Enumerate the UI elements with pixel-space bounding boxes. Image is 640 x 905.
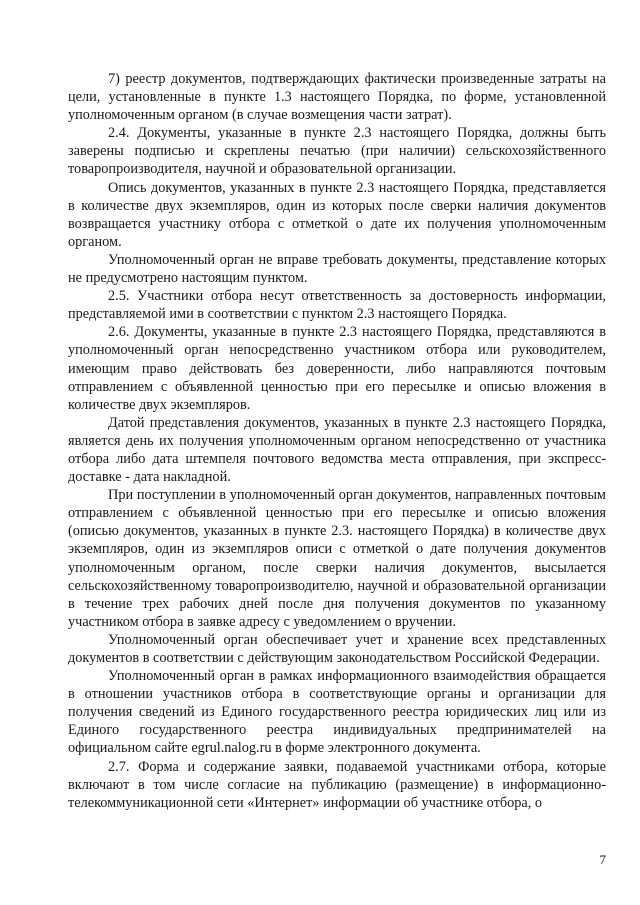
paragraph-registry-item-7: 7) реестр документов, подтверждающих фактически произведенные затраты на цели, установленные в пункте 1.3 настоящего Порядка, по форме, установленной уполномоченным органом (в случае возмещения части затрат).	[68, 71, 606, 124]
paragraph-no-extra-documents: Уполномоченный орган не вправе требовать документы, представление которых не предусмотрено настоящим пунктом.	[68, 251, 606, 287]
paragraph-submission-date: Датой представления документов, указанных в пункте 2.3 настоящего Порядка, является день их получения уполномоченным органом непосредственно от участника отбора либо дата штемпеля почтового ведомства места отправления, при экспресс-доставке - дата накладной.	[68, 414, 606, 486]
page-number: 7	[599, 852, 606, 867]
paragraph-2-6: 2.6. Документы, указанные в пункте 2.3 настоящего Порядка, представляются в уполномоченный орган непосредственно участником отбора или руководителем, имеющим право действовать без доверенности, либо направляются почтовым отправлением с объявленной ценностью при его пересылке и описью вложения в количестве двух экземпляров.	[68, 324, 606, 413]
paragraph-storage: Уполномоченный орган обеспечивает учет и хранение всех представленных документов в соответствии с действующим законодательством Российской Федерации.	[68, 631, 606, 666]
paragraph-2-7: 2.7. Форма и содержание заявки, подаваемой участниками отбора, которые включают в том числе согласие на публикацию (размещение) в информационно-телекоммуникационной сети «Интернет» информации об участнике отбора, о	[68, 758, 606, 811]
paragraph-inventory: Опись документов, указанных в пункте 2.3 настоящего Порядка, представляется в количестве двух экземпляров, один из которых после сверки наличия документов возвращается участнику отбора с отметкой о дате их получения уполномоченным органом.	[68, 179, 606, 250]
document-body	[68, 70, 606, 812]
paragraph-2-5: 2.5. Участники отбора несут ответственность за достоверность информации, представляемой ими в соответствии с пунктом 2.3 настоящего Порядка.	[68, 288, 606, 323]
paragraph-2-4: 2.4. Документы, указанные в пункте 2.3 настоящего Порядка, должны быть заверены подписью и скреплены печатью (при наличии) сельскохозяйственного товаропроизводителя, научной и образовательной организации.	[68, 125, 606, 178]
paragraph-postal-receipt: При поступлении в уполномоченный орган документов, направленных почтовым отправлением с объявленной ценностью при его пересылке и описью вложения (описью документов, указанных в пункте 2.3. настоящего Порядка) в количестве двух экземпляров, один из экземпляров описи с отметкой о дате получения документов уполномоченным органом, после сверки наличия документов, высылается сельскохозяйственному товаропроизводителю, научной и образовательной организации в течение трех рабочих дней после дня получения документов по указанному участником отбора в заявке адресу с уведомлением о вручении.	[68, 487, 606, 630]
paragraph-interaction: Уполномоченный орган в рамках информационного взаимодействия обращается в отношении участников отбора в соответствующие органы и организации для получения сведений из Единого государственного реестра юридических лиц или из Единого государственного реестра индивидуальных предпринимателей на официальном сайте egrul.nalog.ru в форме электронного документа.	[68, 668, 606, 757]
